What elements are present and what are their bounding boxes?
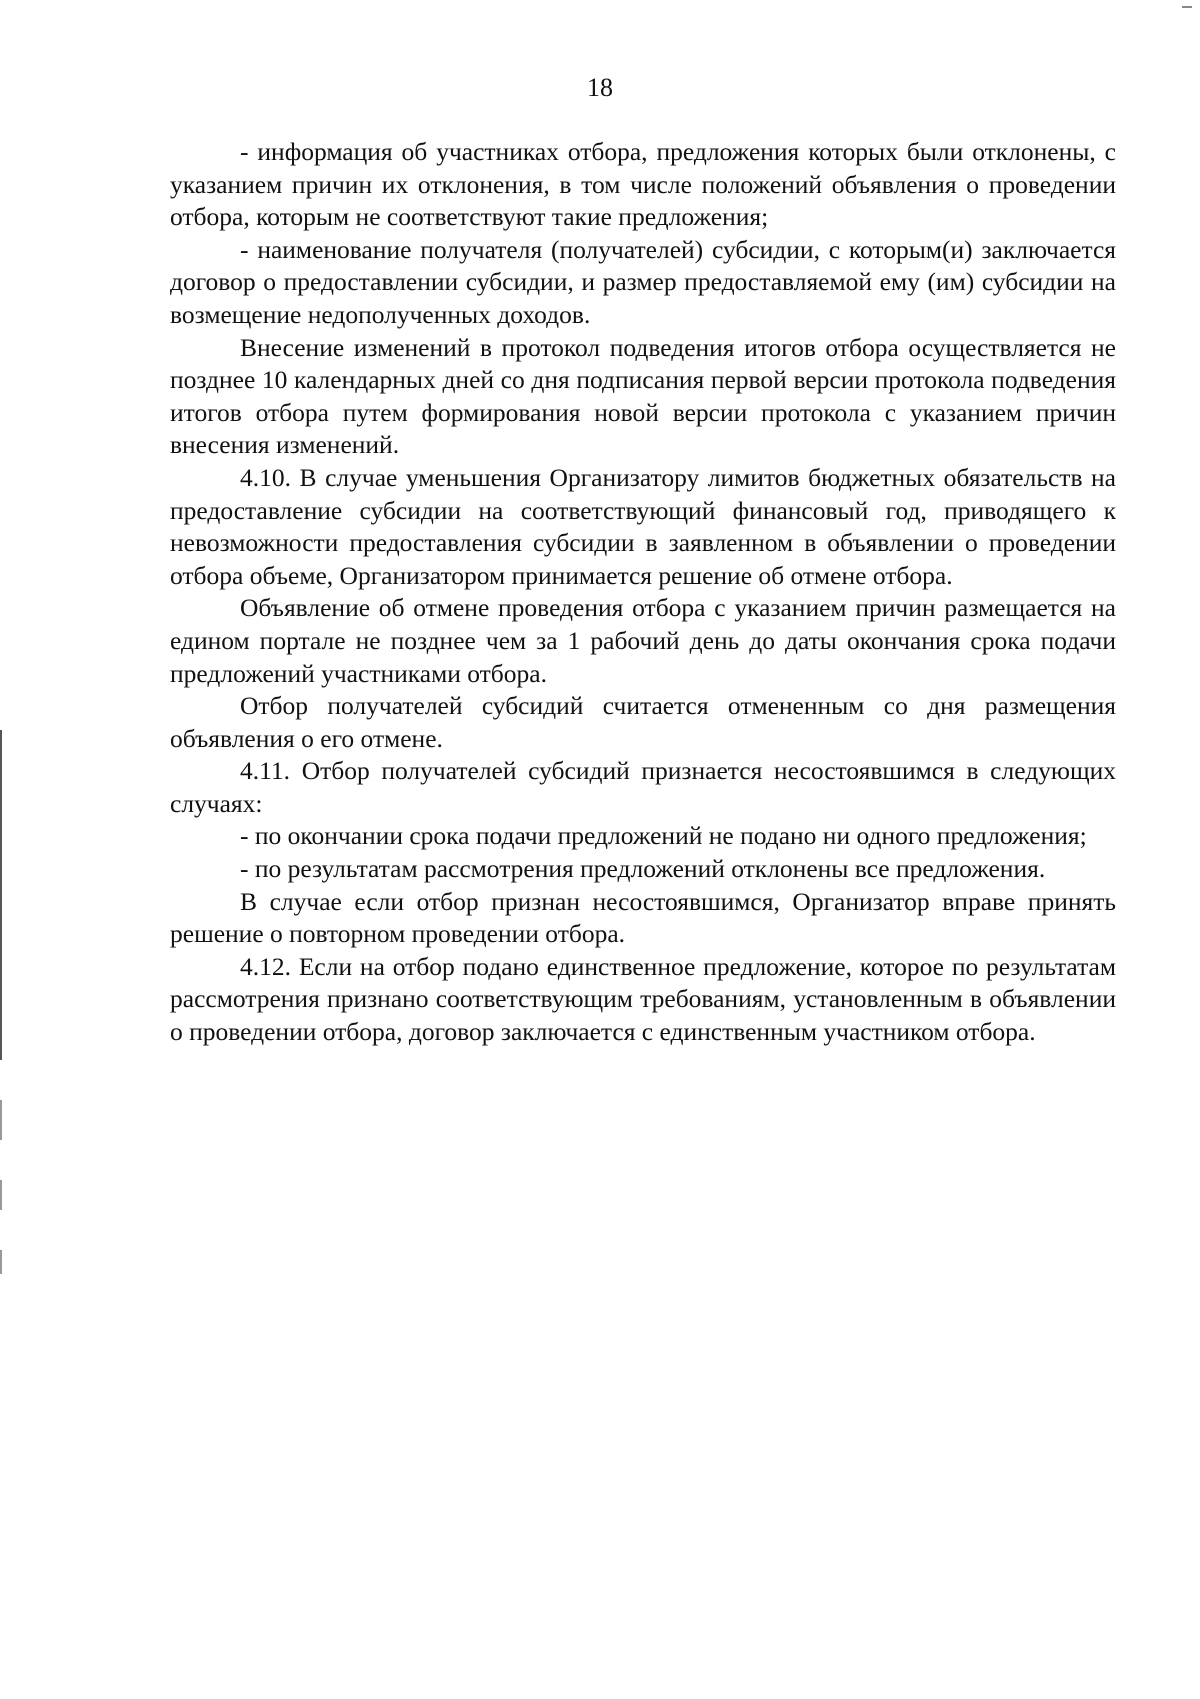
paragraph: Внесение изменений в протокол подведения итогов отбора осуществляется не позднее 10 календарных дней со дня подписания первой версии протокола подведения итогов отбора путем формирования новой версии протокола с указанием причин внесения изменений.	[170, 332, 1116, 460]
paragraph: - по окончании срока подачи предложений не подано ни одного предложения;	[240, 821, 1087, 851]
scan-artifact	[0, 1250, 2, 1274]
page-number: 18	[587, 73, 613, 102]
paragraph: - по результатам рассмотрения предложений отклонены все предложения.	[240, 854, 1046, 884]
paragraph: Отбор получателей субсидий считается отмененным со дня размещения объявления о его отмене.	[170, 691, 1116, 753]
scan-artifact	[1182, 6, 1192, 8]
paragraph: 4.11. Отбор получателей субсидий признается несостоявшимся в следующих случаях:	[170, 756, 1116, 818]
scan-artifact	[0, 1180, 2, 1210]
paragraph: Объявление об отмене проведения отбора с указанием причин размещается на едином портале не позднее чем за 1 рабочий день до даты окончания срока подачи предложений участниками отбора.	[170, 593, 1116, 688]
paragraph: 4.12. Если на отбор подано единственное предложение, которое по результатам рассмотрения признано соответствующим требованиям, установленным в объявлении о проведении отбора, договор заключается с единственным участником отбора.	[170, 951, 1116, 1047]
scan-artifact	[0, 730, 2, 1060]
paragraph: - наименование получателя (получателей) субсидии, с которым(и) заключается договор о предоставлении субсидии, и размер предоставляемой ему (им) субсидии на возмещение недополученных доходов.	[170, 234, 1116, 329]
document-body	[170, 136, 1116, 1049]
paragraph: В случае если отбор признан несостоявшимся, Организатор вправе принять решение о повторном проведении отбора.	[170, 886, 1116, 949]
paragraph: 4.10. В случае уменьшения Организатору лимитов бюджетных обязательств на предоставление субсидии на соответствующий финансовый год, приводящего к невозможности предоставления субсидии в заявленном в объявлении о проведении отбора объеме, Организатором принимается решение об отмене отбора.	[170, 462, 1116, 590]
scan-artifact	[0, 1100, 2, 1140]
paragraph: - информация об участниках отбора, предложения которых были отклонены, с указанием причин их отклонения, в том числе положений объявления о проведении отбора, которым не соответствуют такие предложения;	[170, 137, 1116, 232]
